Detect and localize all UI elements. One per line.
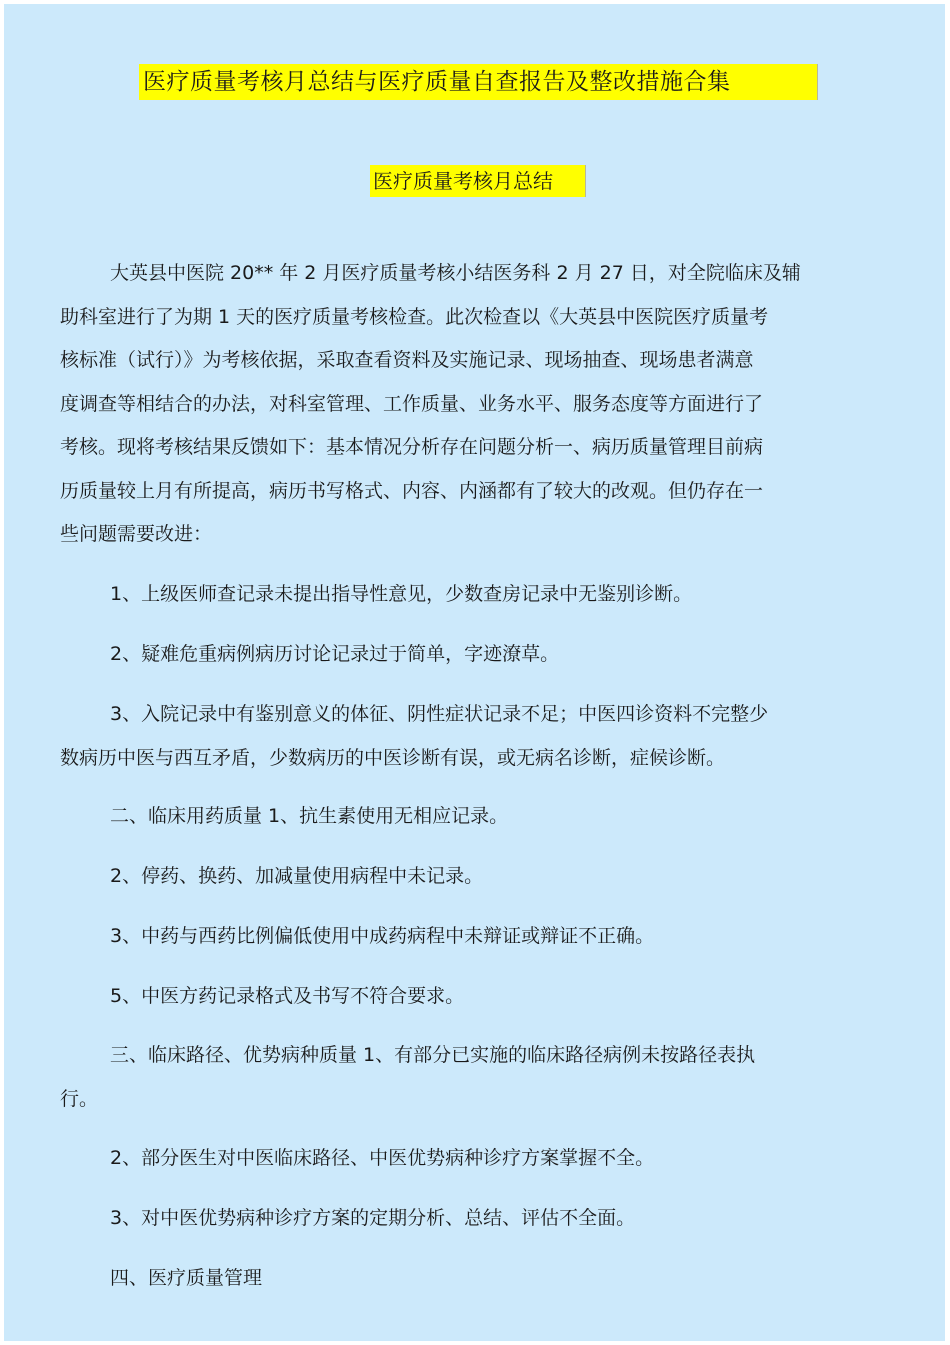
document-page (4, 4, 945, 1341)
list-item (60, 633, 880, 677)
paragraph-line: 核标准（试行）》为考核依据，采取查看资料及实施记录、现场抽查、现场患者满意 (60, 349, 754, 371)
intro-paragraph (60, 252, 880, 557)
paragraph-line: 3、对中医优势病种诊疗方案的定期分析、总结、评估不全面。 (110, 1207, 636, 1229)
paragraph-line: 1、上级医师查记录未提出指导性意见，少数查房记录中无鉴别诊断。 (110, 583, 693, 605)
paragraph-line: 度调查等相结合的办法，对科室管理、工作质量、业务水平、服务态度等方面进行了 (60, 392, 764, 415)
paragraph-line: 3、入院记录中有鉴别意义的体征、阴性症状记录不足；中医四诊资料不完整少 (110, 703, 769, 725)
paragraph-line: 历质量较上月有所提高，病历书写格式、内容、内涵都有了较大的改观。但仍存在一 (60, 479, 764, 502)
section-heading (60, 1034, 880, 1121)
list-item (60, 855, 880, 899)
paragraph-line: 2、停药、换药、加减量使用病程中未记录。 (110, 865, 484, 887)
paragraph-line: 5、中医方药记录格式及书写不符合要求。 (110, 985, 465, 1007)
list-item (60, 1197, 880, 1241)
section-heading (60, 1257, 880, 1301)
paragraph-line: 大英县中医院 20** 年 2 月医疗质量考核小结医务科 2 月 27 日，对全院临床及辅 (110, 262, 801, 284)
paragraph-line: 数病历中医与西互矛盾，少数病历的中医诊断有误，或无病名诊断，症候诊断。 (60, 746, 726, 769)
paragraph-line: 2、疑难危重病例病历讨论记录过于简单，字迹潦草。 (110, 643, 560, 665)
paragraph-line: 助科室进行了为期 1 天的医疗质量考核检查。此次检查以《大英县中医院医疗质量考 (60, 305, 769, 328)
paragraph-line: 2、部分医生对中医临床路径、中医优势病种诊疗方案掌握不全。 (110, 1147, 655, 1169)
subtitle-highlight (370, 165, 586, 197)
title-highlight (139, 64, 818, 100)
list-item (60, 693, 880, 780)
paragraph-line: 3、中药与西药比例偏低使用中成药病程中未辩证或辩证不正确。 (110, 925, 655, 947)
paragraph-line: 四、医疗质量管理 (110, 1267, 263, 1289)
list-item (60, 915, 880, 959)
paragraph-line: 行。 (60, 1087, 99, 1110)
list-item (60, 573, 880, 617)
paragraph-line: 三、临床路径、优势病种质量 1、有部分已实施的临床路径病例未按路径表执 (110, 1044, 756, 1066)
paragraph-line: 二、临床用药质量 1、抗生素使用无相应记录。 (110, 805, 509, 827)
document-subtitle: 医疗质量考核月总结 (373, 169, 553, 193)
document-title: 医疗质量考核月总结与医疗质量自查报告及整改措施合集 (143, 69, 731, 95)
paragraph-line: 考核。现将考核结果反馈如下：基本情况分析存在问题分析一、病历质量管理目前病 (60, 436, 764, 458)
section-heading (60, 795, 880, 839)
list-item (60, 1137, 880, 1181)
list-item (60, 975, 880, 1019)
paragraph-line: 些问题需要改进： (60, 523, 213, 545)
